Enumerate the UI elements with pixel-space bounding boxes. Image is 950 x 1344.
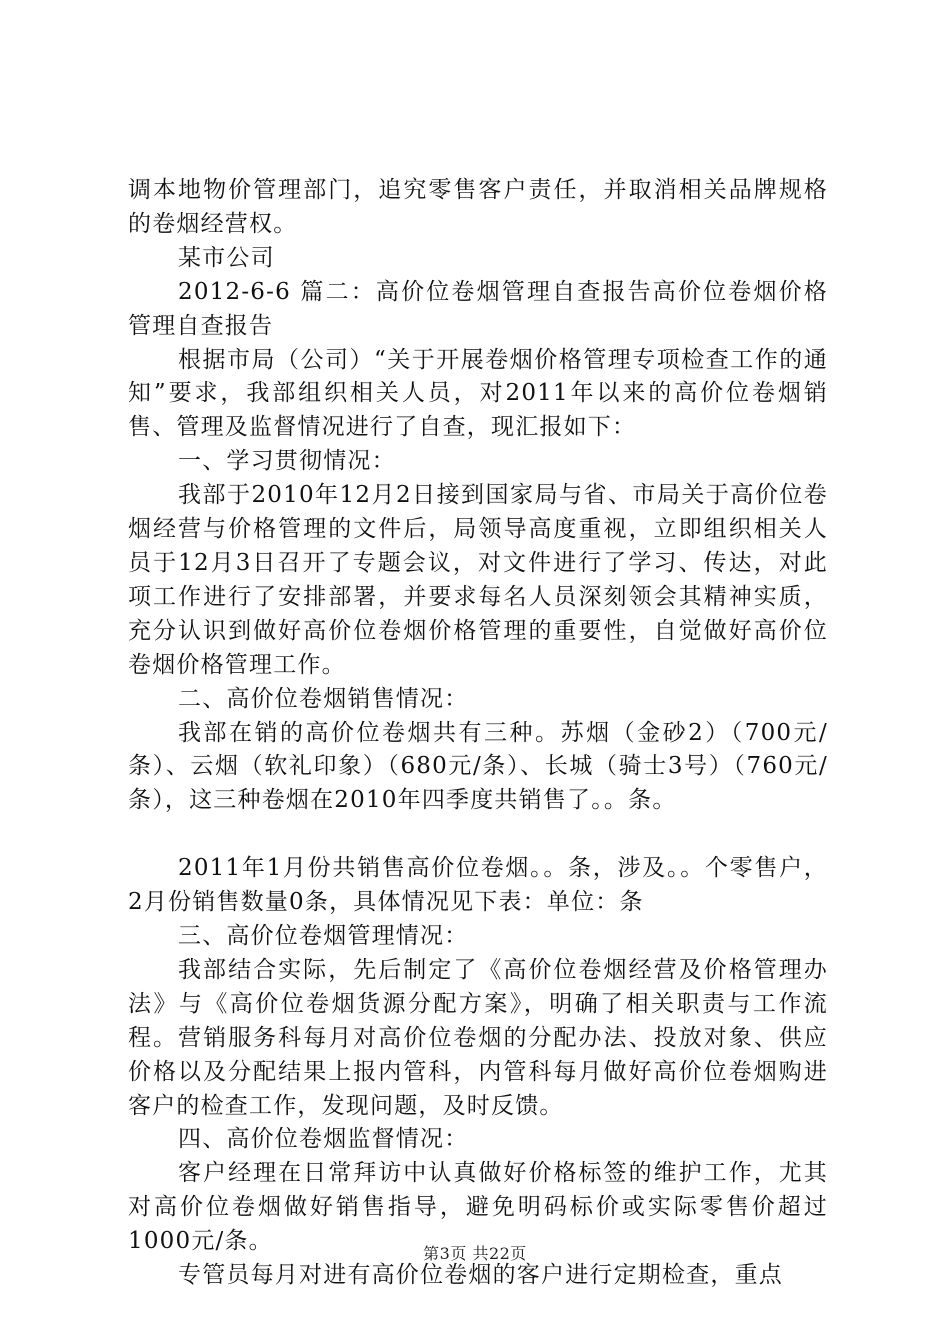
heading-supervision: 四、高价位卷烟监督情况： xyxy=(178,1126,469,1153)
signature-company: 某市公司 xyxy=(178,244,275,271)
heading-sales: 二、高价位卷烟销售情况： xyxy=(178,685,469,712)
paragraph-continuation: 调本地物价管理部门，追究零售客户责任，并取消相关品牌规格的卷烟经营权。 xyxy=(128,177,828,237)
heading-management: 三、高价位卷烟管理情况： xyxy=(178,923,469,950)
heading-study: 一、学习贯彻情况： xyxy=(178,448,396,475)
paragraph-supervision: 客户经理在日常拜访中认真做好价格标签的维护工作，尤其对高价位卷烟做好销售指导，避免明码标价或实际零售价超过1000元/条。 xyxy=(128,1160,828,1255)
paragraph-sales: 我部在销的高价位卷烟共有三种。苏烟（金砂2）（700元/条）、云烟（软礼印象）（680元/条）、长城（骑士3号）（760元/条），这三种卷烟在2010年四季度共销售了。。条。 xyxy=(128,719,828,814)
paragraph-study: 我部于2010年12月2日接到国家局与省、市局关于高价位卷烟经营与价格管理的文件后，局领导高度重视，立即组织相关人员于12月3日召开了专题会议，对文件进行了学习、传达，对此项工作进行了安排部署，并要求每名人员深刻领会其精神实质，充分认识到做好高价位卷烟价格管理的重要性，自觉做好高价位卷烟价格管理工作。 xyxy=(128,482,828,678)
paragraph-management: 我部结合实际，先后制定了《高价位卷烟经营及价格管理办法》与《高价位卷烟货源分配方案》，明确了相关职责与工作流程。营销服务科每月对高价位卷烟的分配办法、投放对象、供应价格以及分配结果上报内管科，内管科每月做好高价位卷烟购进客户的检查工作，发现问题，及时反馈。 xyxy=(128,956,828,1119)
blank-line xyxy=(128,818,828,852)
page-number: 第3页 共22页 xyxy=(423,1244,527,1263)
intro-paragraph: 根据市局（公司）“关于开展卷烟价格管理专项检查工作的通知”要求，我部组织相关人员，对2011年以来的高价位卷烟销售、管理及监督情况进行了自查，现汇报如下： xyxy=(128,346,828,441)
paragraph-inspection: 专管员每月对进有高价位卷烟的客户进行定期检查，重点 xyxy=(178,1262,783,1289)
date-and-section-title: 2012-6-6 篇二：高价位卷烟管理自查报告高价位卷烟价格管理自查报告 xyxy=(128,278,828,339)
document-body xyxy=(128,174,828,1293)
paragraph-sales-2011: 2011年1月份共销售高价位卷烟。。条，涉及。。个零售户，2月份销售数量0条，具体情况见下表：单位：条 xyxy=(128,855,828,916)
